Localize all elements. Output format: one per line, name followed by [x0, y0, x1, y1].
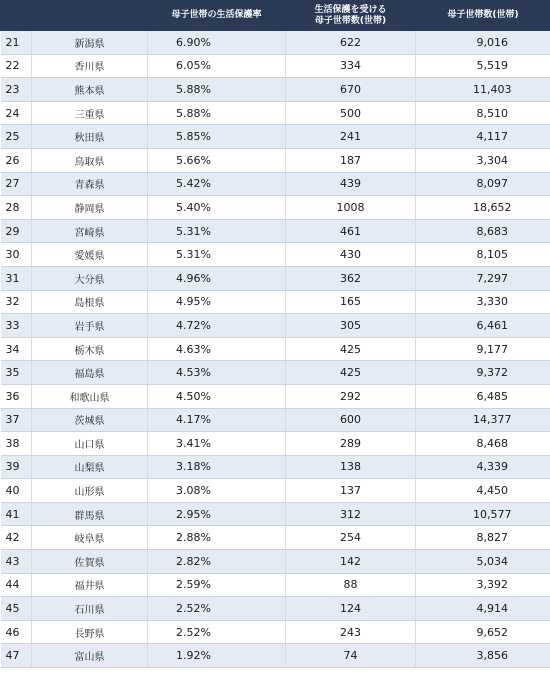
table-row — [1, 148, 550, 172]
total-households-cell: 6,461 — [416, 314, 550, 338]
table-row — [1, 573, 550, 597]
prefecture-cell: 長野県 — [32, 620, 148, 644]
welfare-households-cell: 142 — [286, 550, 416, 574]
welfare-rate-cell: 2.52% — [148, 597, 286, 621]
rank-cell: 39 — [1, 455, 32, 479]
welfare-households-cell: 425 — [286, 337, 416, 361]
table-row — [1, 101, 550, 125]
welfare-rate-cell: 4.95% — [148, 290, 286, 314]
total-households-cell: 3,856 — [416, 644, 550, 668]
rank-cell: 43 — [1, 550, 32, 574]
rank-cell: 35 — [1, 361, 32, 385]
prefecture-cell: 山形県 — [32, 479, 148, 503]
rank-cell: 22 — [1, 54, 32, 78]
total-households-cell: 8,468 — [416, 432, 550, 456]
rank-cell: 42 — [1, 526, 32, 550]
welfare-rate-cell: 6.05% — [148, 54, 286, 78]
prefecture-cell: 山口県 — [32, 432, 148, 456]
welfare-households-cell: 500 — [286, 101, 416, 125]
total-households-cell: 4,117 — [416, 125, 550, 149]
welfare-rate-cell: 6.90% — [148, 31, 286, 55]
header-welfare-rate — [148, 1, 286, 31]
welfare-rate-cell: 1.92% — [148, 644, 286, 668]
prefecture-cell: 島根県 — [32, 290, 148, 314]
table-row — [1, 196, 550, 220]
rank-cell: 24 — [1, 101, 32, 125]
welfare-rate-cell: 5.42% — [148, 172, 286, 196]
welfare-rate-cell: 5.40% — [148, 196, 286, 220]
total-households-cell: 9,177 — [416, 337, 550, 361]
welfare-households-cell: 461 — [286, 219, 416, 243]
prefecture-cell: 香川県 — [32, 54, 148, 78]
header-label: 生活保護を受ける — [314, 4, 387, 15]
welfare-rate-cell: 4.63% — [148, 337, 286, 361]
table-row — [1, 172, 550, 196]
prefecture-cell: 福島県 — [32, 361, 148, 385]
table-row — [1, 314, 550, 338]
welfare-households-cell: 439 — [286, 172, 416, 196]
welfare-households-cell: 124 — [286, 597, 416, 621]
rank-cell: 37 — [1, 408, 32, 432]
welfare-rate-cell: 5.88% — [148, 101, 286, 125]
table-row — [1, 290, 550, 314]
total-households-cell: 3,392 — [416, 573, 550, 597]
table-row — [1, 54, 550, 78]
prefecture-cell: 鳥取県 — [32, 148, 148, 172]
table-row — [1, 78, 550, 102]
table-row — [1, 502, 550, 526]
total-households-cell: 8,827 — [416, 526, 550, 550]
header-welfare-households — [286, 1, 416, 31]
table-row — [1, 408, 550, 432]
prefecture-cell: 佐賀県 — [32, 550, 148, 574]
rank-cell: 44 — [1, 573, 32, 597]
welfare-rate-cell: 4.53% — [148, 361, 286, 385]
rank-cell: 32 — [1, 290, 32, 314]
welfare-households-cell: 137 — [286, 479, 416, 503]
rank-cell: 31 — [1, 266, 32, 290]
table-row — [1, 266, 550, 290]
table-row — [1, 526, 550, 550]
welfare-households-cell: 430 — [286, 243, 416, 267]
header-row — [1, 1, 550, 31]
total-households-cell: 10,577 — [416, 502, 550, 526]
prefecture-cell: 熊本県 — [32, 78, 148, 102]
total-households-cell: 3,304 — [416, 148, 550, 172]
prefecture-cell: 三重県 — [32, 101, 148, 125]
table-row — [1, 219, 550, 243]
prefecture-cell: 富山県 — [32, 644, 148, 668]
table-row — [1, 455, 550, 479]
prefecture-cell: 青森県 — [32, 172, 148, 196]
welfare-rate-cell: 4.50% — [148, 384, 286, 408]
total-households-cell: 9,016 — [416, 31, 550, 55]
total-households-cell: 8,510 — [416, 101, 550, 125]
welfare-households-cell: 289 — [286, 432, 416, 456]
welfare-households-cell: 600 — [286, 408, 416, 432]
total-households-cell: 8,097 — [416, 172, 550, 196]
welfare-households-cell: 88 — [286, 573, 416, 597]
welfare-rate-cell: 2.52% — [148, 620, 286, 644]
rank-cell: 21 — [1, 31, 32, 55]
total-households-cell: 7,297 — [416, 266, 550, 290]
welfare-households-cell: 362 — [286, 266, 416, 290]
table-row — [1, 243, 550, 267]
table-row — [1, 31, 550, 55]
welfare-households-cell: 292 — [286, 384, 416, 408]
prefecture-cell: 群馬県 — [32, 502, 148, 526]
welfare-rate-cell: 4.72% — [148, 314, 286, 338]
table-row — [1, 620, 550, 644]
rank-cell: 36 — [1, 384, 32, 408]
welfare-rate-cell: 4.17% — [148, 408, 286, 432]
prefecture-cell: 愛媛県 — [32, 243, 148, 267]
total-households-cell: 8,683 — [416, 219, 550, 243]
welfare-rate-cell: 3.08% — [148, 479, 286, 503]
welfare-households-cell: 305 — [286, 314, 416, 338]
total-households-cell: 5,519 — [416, 54, 550, 78]
welfare-households-cell: 670 — [286, 78, 416, 102]
prefecture-cell: 宮崎県 — [32, 219, 148, 243]
prefecture-cell: 岩手県 — [32, 314, 148, 338]
welfare-households-cell: 334 — [286, 54, 416, 78]
welfare-households-cell: 187 — [286, 148, 416, 172]
header-total-households — [416, 1, 550, 31]
table-row — [1, 550, 550, 574]
prefecture-cell: 石川県 — [32, 597, 148, 621]
total-households-cell: 9,372 — [416, 361, 550, 385]
total-households-cell: 6,485 — [416, 384, 550, 408]
rank-cell: 30 — [1, 243, 32, 267]
welfare-rate-cell: 5.88% — [148, 78, 286, 102]
prefecture-cell: 新潟県 — [32, 31, 148, 55]
welfare-rate-cell: 2.59% — [148, 573, 286, 597]
header-label: 母子世帯の生活保護率 — [171, 10, 262, 20]
rank-cell: 46 — [1, 620, 32, 644]
table-row — [1, 337, 550, 361]
header-label: 母子世帯数(世帯) — [314, 15, 387, 26]
total-households-cell: 8,105 — [416, 243, 550, 267]
total-households-cell: 11,403 — [416, 78, 550, 102]
table-header — [1, 1, 550, 31]
rank-cell: 25 — [1, 125, 32, 149]
table-row — [1, 432, 550, 456]
total-households-cell: 3,330 — [416, 290, 550, 314]
rank-cell: 28 — [1, 196, 32, 220]
rank-cell: 29 — [1, 219, 32, 243]
rank-cell: 34 — [1, 337, 32, 361]
rank-cell: 38 — [1, 432, 32, 456]
welfare-rate-cell: 2.82% — [148, 550, 286, 574]
welfare-rate-cell: 2.88% — [148, 526, 286, 550]
header-label: 母子世帯数(世帯) — [447, 10, 519, 20]
rank-cell: 41 — [1, 502, 32, 526]
total-households-cell: 18,652 — [416, 196, 550, 220]
welfare-households-cell: 165 — [286, 290, 416, 314]
total-households-cell: 4,339 — [416, 455, 550, 479]
table-body — [1, 31, 550, 668]
prefecture-cell: 和歌山県 — [32, 384, 148, 408]
welfare-households-cell: 622 — [286, 31, 416, 55]
rank-cell: 23 — [1, 78, 32, 102]
prefecture-cell: 福井県 — [32, 573, 148, 597]
total-households-cell: 9,652 — [416, 620, 550, 644]
welfare-rate-cell: 4.96% — [148, 266, 286, 290]
total-households-cell: 4,914 — [416, 597, 550, 621]
header-rank — [1, 1, 32, 31]
welfare-households-cell: 1008 — [286, 196, 416, 220]
welfare-households-cell: 425 — [286, 361, 416, 385]
welfare-households-cell: 74 — [286, 644, 416, 668]
welfare-rate-cell: 5.31% — [148, 243, 286, 267]
table-row — [1, 361, 550, 385]
total-households-cell: 14,377 — [416, 408, 550, 432]
table-row — [1, 644, 550, 668]
welfare-rate-cell: 2.95% — [148, 502, 286, 526]
header-prefecture — [32, 1, 148, 31]
prefecture-cell: 山梨県 — [32, 455, 148, 479]
welfare-rate-cell: 3.18% — [148, 455, 286, 479]
rank-cell: 45 — [1, 597, 32, 621]
table-row — [1, 479, 550, 503]
welfare-households-cell: 312 — [286, 502, 416, 526]
prefecture-cell: 大分県 — [32, 266, 148, 290]
welfare-rate-cell: 5.31% — [148, 219, 286, 243]
prefecture-cell: 岐阜県 — [32, 526, 148, 550]
welfare-rate-cell: 3.41% — [148, 432, 286, 456]
welfare-households-cell: 241 — [286, 125, 416, 149]
rank-cell: 47 — [1, 644, 32, 668]
welfare-rate-cell: 5.85% — [148, 125, 286, 149]
rank-cell: 26 — [1, 148, 32, 172]
rank-cell: 40 — [1, 479, 32, 503]
prefecture-cell: 静岡県 — [32, 196, 148, 220]
total-households-cell: 4,450 — [416, 479, 550, 503]
prefecture-cell: 秋田県 — [32, 125, 148, 149]
prefecture-cell: 茨城県 — [32, 408, 148, 432]
table-row — [1, 384, 550, 408]
welfare-households-cell: 243 — [286, 620, 416, 644]
rank-cell: 33 — [1, 314, 32, 338]
total-households-cell: 5,034 — [416, 550, 550, 574]
welfare-households-cell: 254 — [286, 526, 416, 550]
table-row — [1, 597, 550, 621]
welfare-households-cell: 138 — [286, 455, 416, 479]
rank-cell: 27 — [1, 172, 32, 196]
table-row — [1, 125, 550, 149]
prefecture-cell: 栃木県 — [32, 337, 148, 361]
welfare-rate-cell: 5.66% — [148, 148, 286, 172]
